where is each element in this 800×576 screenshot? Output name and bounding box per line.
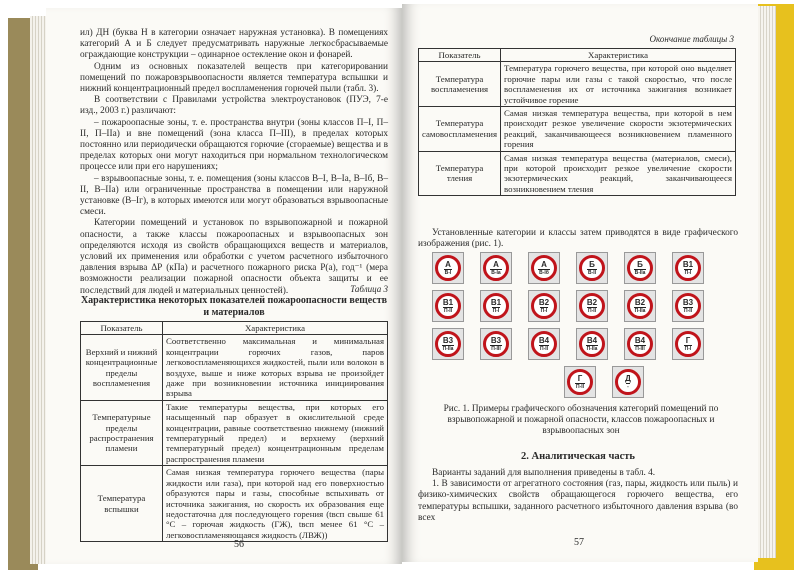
sign-class-label: П-III — [491, 345, 501, 352]
paragraph: Категории помещений и установок по взрывопожарной и пожарной опасности, а также классы пожароопасных и взрывоопасных зон определяются исходя из свойств обращающихся веществ и материалов, условий их применения или обработки с учетом расчетного избыточного давления взрыва ΔР (кПа) и расчетного пожарного риска Р(а), год⁻¹ (мера возможности реализации пожарной опасности объекта защиты и ее последствий для людей и материальных ценностей). — [80, 218, 388, 296]
category-sign — [528, 252, 560, 284]
page-number: 57 — [574, 537, 584, 548]
left-body-text — [80, 28, 388, 297]
paragraph: Одним из основных показателей веществ при категорировании помещений по пожаровзрывоопасности является температура вспышки и нижний концентрационный предел воспламенения горючей пыли (табл. 3). — [80, 61, 388, 95]
sign-category-label: В3 — [442, 335, 454, 345]
sign-category-label: А — [541, 259, 547, 269]
sign-category-label: В1 — [442, 297, 454, 307]
category-sign — [480, 328, 512, 360]
table-title: Характеристика некоторых показателей пожароопасности веществ и материалов — [80, 295, 388, 318]
sign-ring — [579, 331, 605, 357]
sign-ring — [675, 255, 701, 281]
sign-class-label: П-I — [684, 345, 692, 352]
sign-category-label: В4 — [586, 335, 598, 345]
sign-category-label: Г — [577, 373, 583, 383]
category-sign — [672, 252, 704, 284]
section-heading: 2. Аналитическая часть — [521, 451, 635, 462]
column-header: Показатель — [81, 322, 163, 335]
sign-class-label: П-II — [443, 307, 453, 314]
sign-ring — [531, 255, 557, 281]
sign-ring — [483, 255, 509, 281]
sign-class-label: П-II — [683, 307, 693, 314]
table-cell-indicator: Температура воспламенения — [419, 62, 501, 107]
paragraph: ил) ДН (буква Н в категории означает наружная установка). В помещениях категорий А и Б следует предусматривать наружные легкосбрасываемые ограждающие конструкции – одинарное остекление окон и фонарей. — [80, 28, 388, 61]
column-header: Показатель — [419, 49, 501, 62]
sign-class-label: В-II — [587, 269, 597, 276]
table-cell-indicator: Верхний и нижний концентрационные пределы воспламенения — [81, 335, 163, 400]
table-cell-indicator: Температура тления — [419, 151, 501, 196]
category-sign — [480, 290, 512, 322]
sign-ring — [531, 331, 557, 357]
table-cell-indicator: Температура самовоспламенения — [419, 107, 501, 152]
sign-ring — [627, 293, 653, 319]
category-sign — [528, 328, 560, 360]
category-sign — [576, 290, 608, 322]
table-row — [419, 151, 736, 196]
sign-class-label: П-I — [492, 307, 500, 314]
sign-category-label: А — [493, 259, 499, 269]
paragraph: 1. В зависимости от агрегатного состояния (газ, пары, жидкость или пыль) и физико-химических свойств обращающегося горючего вещества, его температуры вспышки, заданного расчетного избыточного давления взрыва (во всех — [418, 479, 738, 523]
category-sign — [528, 290, 560, 322]
sign-category-label: В4 — [538, 335, 550, 345]
sign-category-label: В2 — [586, 297, 598, 307]
sign-ring — [627, 331, 653, 357]
table-3 — [80, 321, 388, 542]
sign-ring — [483, 331, 509, 357]
sign-category-label: В2 — [634, 297, 646, 307]
category-sign — [612, 366, 644, 398]
sign-category-label: Б — [637, 259, 643, 269]
sign-class-label: П-II — [575, 383, 585, 390]
paragraph: Варианты заданий для выполнения приведены в табл. 4. — [432, 468, 656, 478]
sign-ring — [615, 369, 641, 395]
paragraph: – взрывоопасные зоны, т. е. помещения (зоны классов В–I, В–Ia, В–Iб, В–II, В–IIa) или ограниченные пространства в помещении или наружной установке (В–Iг), в которых имеются или могут образоваться взрывоопасные смеси. — [80, 173, 388, 218]
sign-class-label: В-Iб — [539, 269, 549, 276]
page-number: 56 — [234, 539, 244, 550]
sign-ring — [567, 369, 593, 395]
table-caption: Окончание таблицы 3 — [649, 34, 734, 44]
table-cell-description: Самая низкая температура горючего вещества (пары жидкости или газа), при которой над его поверхностью образуются пары и газы, способные вспыхивать от источника зажигания, но скорость их образования еще недостаточна для последующего горения (tвсп свыше 61 °С – горючая жидкость (ГЖ), tвсп менее 61 °С – легковоспламеняющаяся жидкость (ЛВЖ)) — [163, 466, 388, 542]
sign-ring — [675, 293, 701, 319]
page-edges-right — [758, 6, 776, 558]
sign-category-label: В1 — [490, 297, 502, 307]
table-caption: Таблица 3 — [350, 284, 388, 294]
sign-category-label: В3 — [490, 335, 502, 345]
sign-class-label: П-IIa — [634, 307, 646, 314]
table-cell-description: Соответственно максимальная и минимальная концентрации горючих газов, паров легковоспламеняющихся жидкостей, пыли или волокон в воздухе, выше и ниже которых взрыва не произойдет даже при возникновении источника инициирования взрыва — [163, 335, 388, 400]
table-row — [419, 107, 736, 152]
sign-ring — [483, 293, 509, 319]
paragraph: Установленные категории и классы затем приводятся в виде графического изображения (рис. 1). — [418, 228, 738, 250]
sign-class-label: - — [627, 383, 629, 390]
table-row — [81, 400, 388, 465]
category-sign — [576, 328, 608, 360]
table-row — [81, 466, 388, 542]
column-header: Характеристика — [163, 322, 388, 335]
table-cell-description: Температура горючего вещества, при которой оно выделяет горючие пары или газы с такой скоростью, что после воспламенения их от источника зажигания возникает устойчивое горение — [501, 62, 736, 107]
category-sign — [672, 328, 704, 360]
table-row — [419, 62, 736, 107]
sign-category-label: В3 — [682, 297, 694, 307]
sign-class-label: П-IIa — [586, 345, 598, 352]
table-header-row — [81, 322, 388, 335]
sign-category-label: В1 — [682, 259, 694, 269]
table-row — [81, 335, 388, 400]
table-cell-description: Самая низкая температура вещества, при которой в нем происходит резкое увеличение скорости экзотермических реакций, заканчивающееся возникновением пламенного горения — [501, 107, 736, 152]
sign-ring — [675, 331, 701, 357]
sign-ring — [627, 255, 653, 281]
category-sign — [624, 328, 656, 360]
table-cell-description: Самая низкая температура вещества (материалов, смеси), при которой происходит резкое увеличение скорости экзотермических реакций, заканчивающееся возникновением тления — [501, 151, 736, 196]
sign-class-label: В-IIa — [634, 269, 646, 276]
sign-class-label: В-I — [444, 269, 452, 276]
sign-category-label: В4 — [634, 335, 646, 345]
sign-category-label: А — [445, 259, 451, 269]
sign-class-label: П-I — [540, 307, 548, 314]
sign-category-label: В2 — [538, 297, 550, 307]
category-sign — [432, 328, 464, 360]
sign-category-label: Г — [685, 335, 691, 345]
category-sign — [576, 252, 608, 284]
figure-intro — [418, 228, 738, 250]
table-header-row — [419, 49, 736, 62]
table-cell-description: Такие температуры вещества, при которых его насыщенный пар образует в окислительной среде концентрации, равные соответственно нижнему (нижний температурный предел) и верхнему (верхний температурный предел) концентрационным пределам распространения пламени — [163, 400, 388, 465]
section-body-text — [418, 468, 738, 524]
sign-ring — [435, 255, 461, 281]
sign-class-label: В-Ia — [491, 269, 501, 276]
sign-class-label: П-IIa — [442, 345, 454, 352]
table-cell-indicator: Температурные пределы распространения пламени — [81, 400, 163, 465]
sign-class-label: П-III — [635, 345, 645, 352]
figure-caption: Рис. 1. Примеры графического обозначения категорий помещений по взрывопожарной и пожарной опасности, классов пожароопасных и взрывоопасных зон — [443, 404, 719, 437]
sign-category-label: Д — [625, 373, 631, 383]
paragraph: – пожароопасные зоны, т. е. пространства внутри (зоны классов П–I, П–II, П–IIa) и вне помещений (зона класса П–III), в пределах которых постоянно или периодически обращаются горючие (сгораемые) вещества и в пределах которых они могут находиться при нормальном технологическом процессе или при его нарушениях; — [80, 117, 388, 173]
category-sign — [672, 290, 704, 322]
paragraph: В соответствии с Правилами устройства электроустановок (ПУЭ, 7-е изд., 2003 г.) различают: — [80, 95, 388, 117]
category-sign — [432, 290, 464, 322]
sign-class-label: П-II — [587, 307, 597, 314]
sign-category-label: Б — [589, 259, 595, 269]
sign-class-label: П-I — [684, 269, 692, 276]
category-sign — [480, 252, 512, 284]
sign-ring — [435, 331, 461, 357]
category-sign — [564, 366, 596, 398]
table-3-continued — [418, 48, 736, 196]
sign-class-label: П-II — [539, 345, 549, 352]
category-sign — [624, 290, 656, 322]
category-sign — [624, 252, 656, 284]
table-cell-indicator: Температура вспышки — [81, 466, 163, 542]
sign-ring — [531, 293, 557, 319]
sign-ring — [435, 293, 461, 319]
sign-ring — [579, 255, 605, 281]
left-page — [46, 8, 402, 564]
category-sign — [432, 252, 464, 284]
column-header: Характеристика — [501, 49, 736, 62]
right-page — [402, 4, 758, 562]
sign-ring — [579, 293, 605, 319]
